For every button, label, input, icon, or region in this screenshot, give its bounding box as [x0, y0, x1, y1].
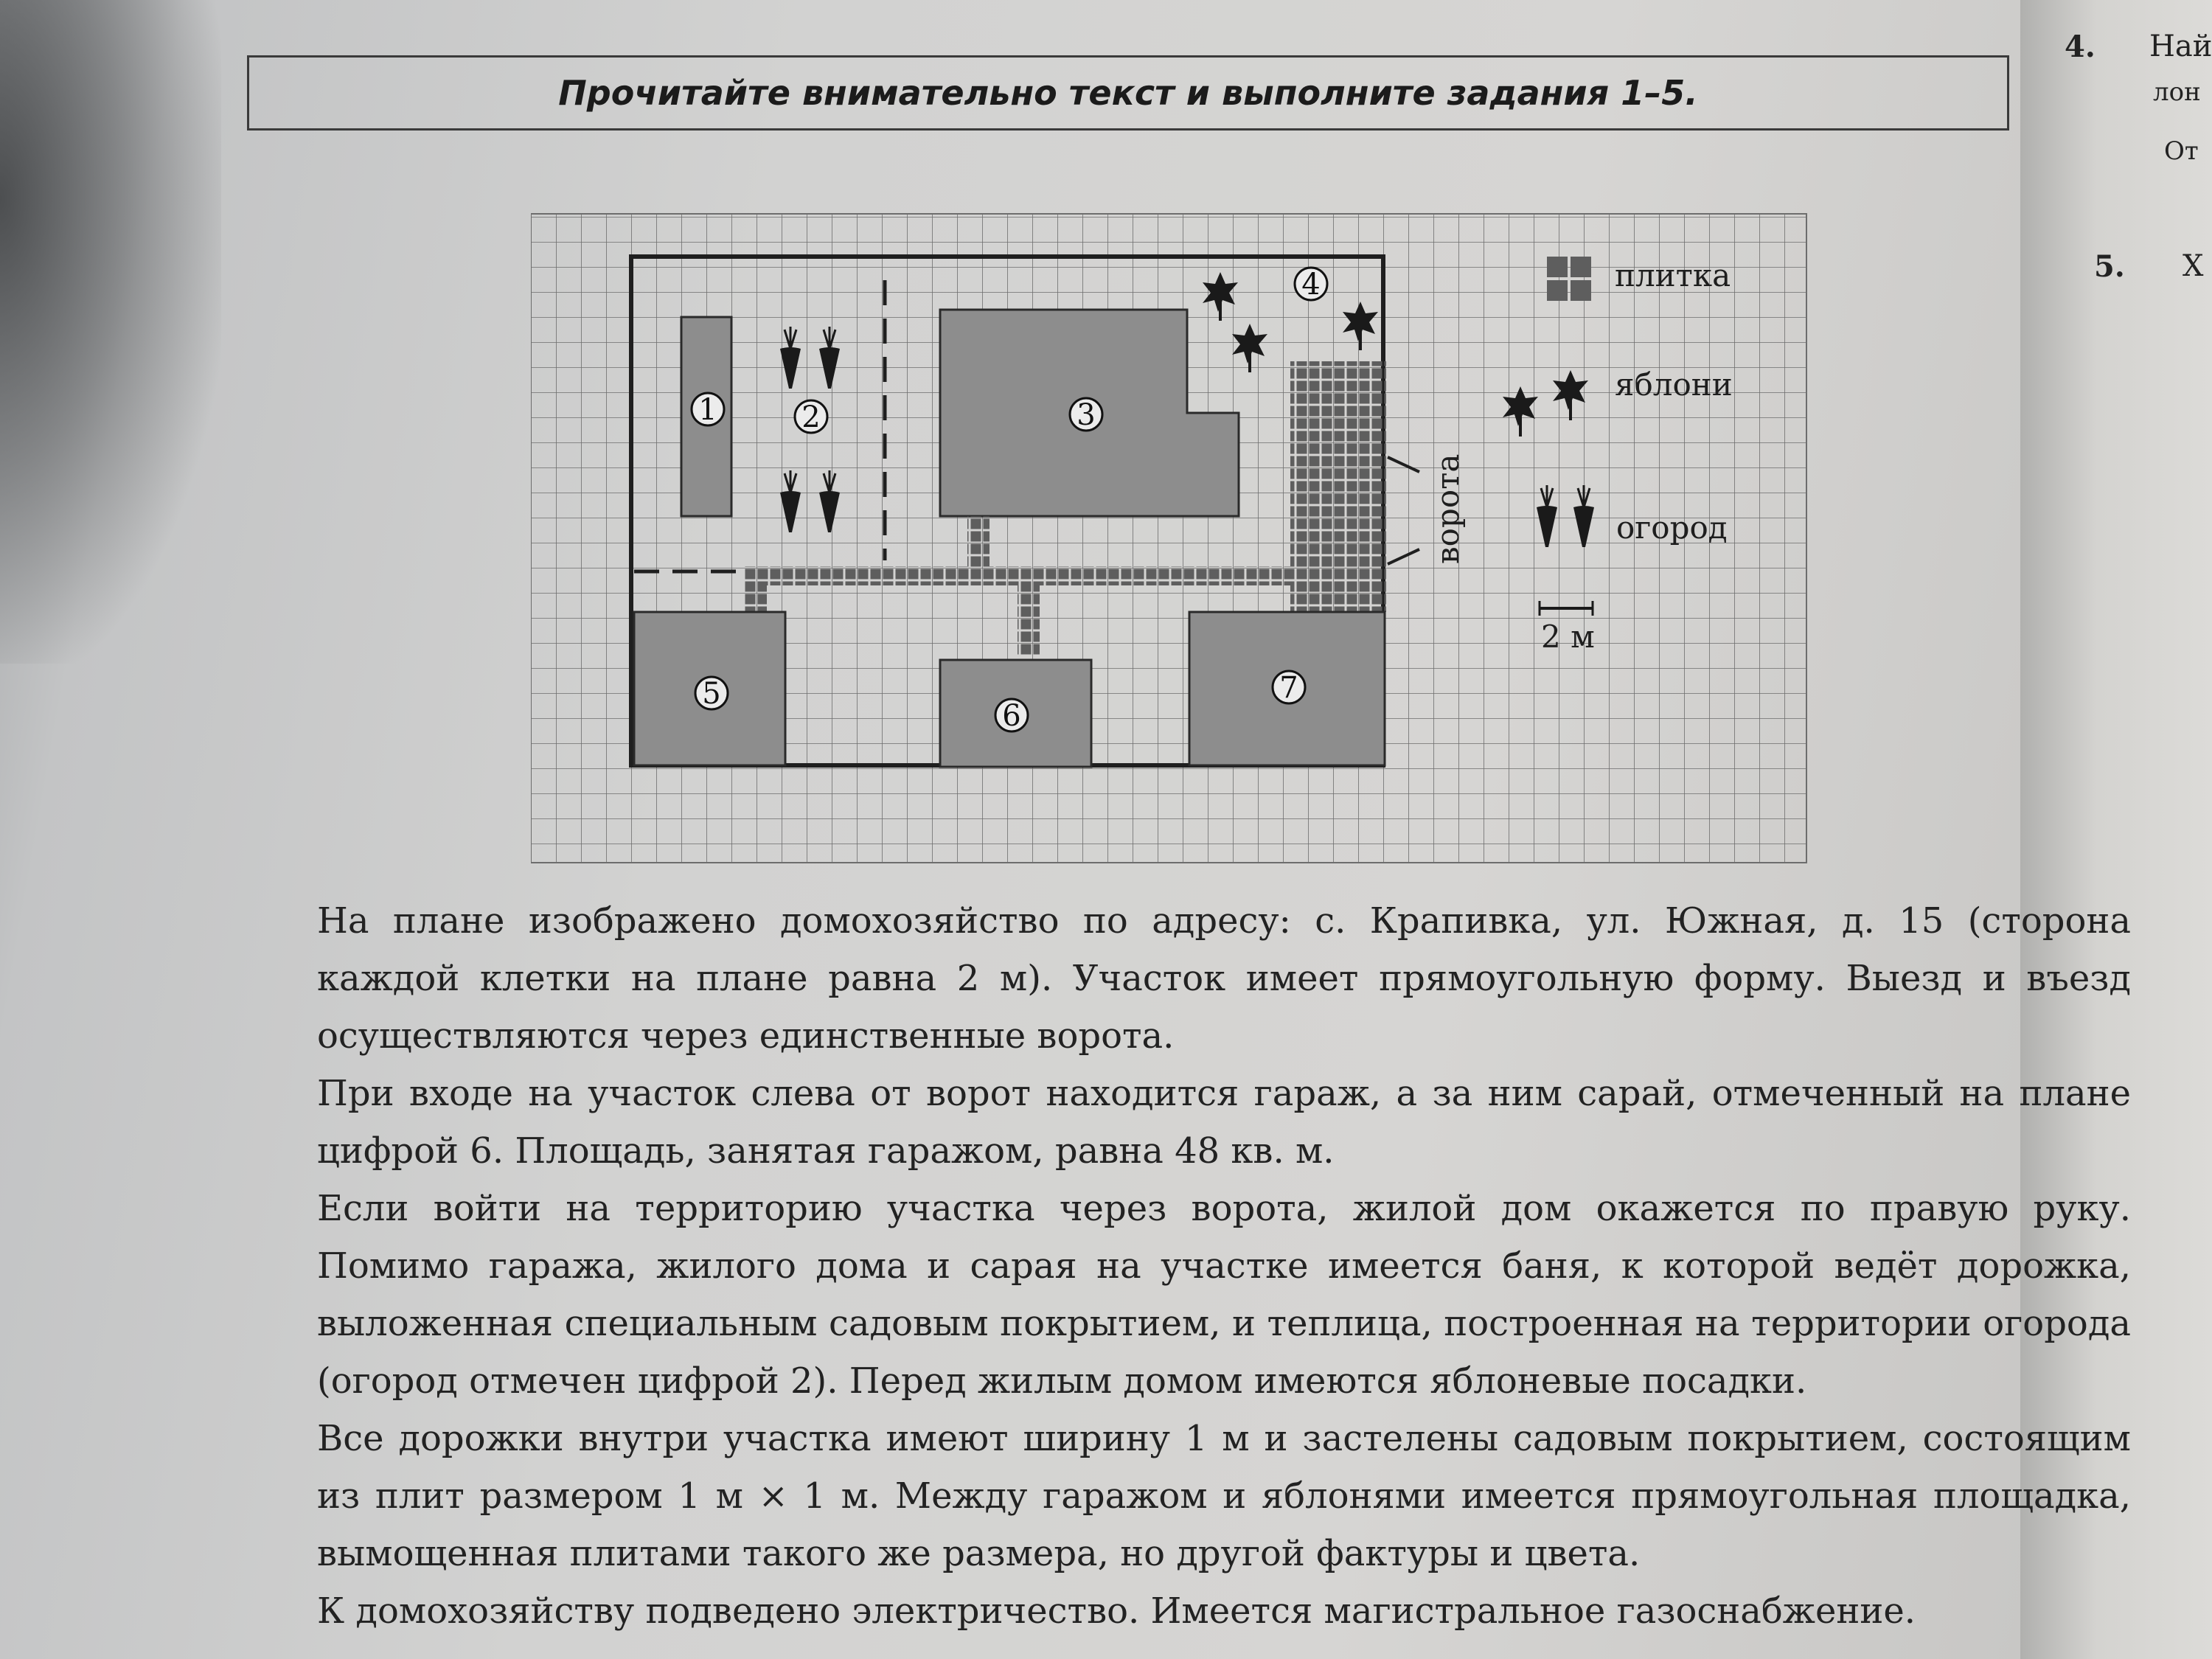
gate-label: ворота [1430, 453, 1466, 564]
task-text [317, 892, 2131, 1640]
number-marker-2 [795, 400, 827, 434]
item-4-fragment: Най [2149, 29, 2212, 63]
path-to-house [967, 516, 990, 568]
item-4-line2: лон [2153, 77, 2201, 107]
number-marker-4 [1295, 268, 1327, 302]
instruction-box [247, 55, 2009, 131]
photo-shadow [0, 0, 221, 664]
paragraph-2: При входе на участок слева от ворот находится гараж, а за ним сарай, отмеченный на плане цифрой 6. Площадь, занятая гаражом, равна 48 кв. м. [317, 1073, 2131, 1172]
number-marker-3 [1070, 398, 1102, 432]
paragraph-5: К домохозяйству подведено электричество. Имеется магистральное газоснабжение. [317, 1590, 1916, 1632]
instruction-title: Прочитайте внимательно текст и выполните задания 1–5. [558, 73, 1698, 113]
number-3-label: 3 [1077, 398, 1096, 432]
number-6-label: 6 [1002, 699, 1021, 733]
paragraph-4: Все дорожки внутри участка имеют ширину 1 м и застелены садовым покрытием, состоящим из плит размером 1 м × 1 м. Между гаражом и яблонями имеется прямоугольная площадка, вымощенная плитами такого же размера, но другой фактуры и цвета. [317, 1418, 2131, 1574]
number-2-label: 2 [801, 400, 821, 434]
path-to-bath [745, 582, 767, 612]
tiled-area [1290, 361, 1386, 612]
number-marker-7 [1273, 671, 1305, 705]
item-5-fragment: Х [2183, 249, 2204, 283]
item-4-line3: От [2164, 136, 2199, 166]
number-1-label: 1 [698, 393, 717, 427]
scale-label: 2 м [1541, 619, 1595, 655]
legend-apple-trees-label: яблони [1615, 366, 1733, 403]
paragraph-3: Если войти на территорию участка через ворота, жилой дом окажется по правую руку. Помимо гаража, жилого дома и сарая на участке имеется баня, к которой ведёт дорожка, выложенная специальным садовым покрытием, и теплица, построенная на территории огорода (огород отмечен цифрой 2). Перед жилым домом имеются яблоневые посадки. [317, 1188, 2131, 1402]
number-5-label: 5 [702, 677, 721, 711]
legend-garden-label: огород [1616, 509, 1728, 546]
item-5-number: 5. [2094, 249, 2125, 284]
number-4-label: 4 [1301, 268, 1321, 302]
legend-tile-label: плитка [1615, 257, 1731, 293]
number-marker-1 [692, 393, 724, 427]
path-to-shed [1018, 582, 1040, 656]
item-4-number: 4. [2065, 29, 2096, 64]
number-7-label: 7 [1279, 671, 1298, 705]
number-marker-6 [995, 699, 1028, 733]
paragraph-1: На плане изображено домохозяйство по адресу: с. Крапивка, ул. Южная, д. 15 (сторона каждой клетки на плане равна 2 м). Участок имеет прямоугольную форму. Выезд и въезд осуществляются через единственные ворота. [317, 900, 2131, 1057]
number-marker-5 [695, 677, 728, 711]
household-plan [531, 192, 1814, 877]
